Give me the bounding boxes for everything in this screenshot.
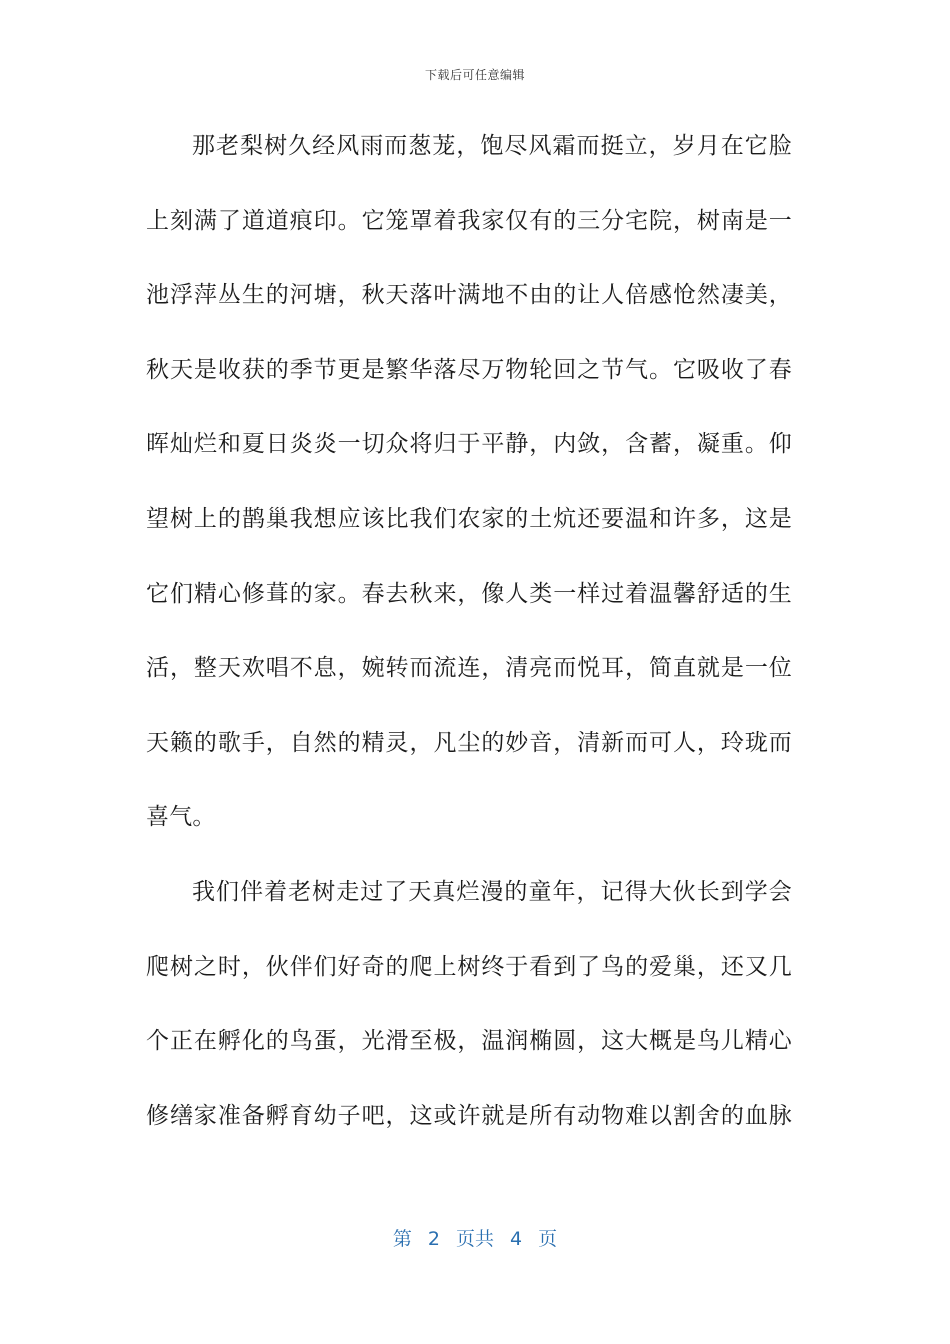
footer-current-page: 2	[427, 1228, 440, 1250]
footer-total-pages: 4	[510, 1228, 523, 1250]
paragraph-1-line-6: 望树上的鹊巢我想应该比我们农家的土炕还要温和许多，这是	[146, 505, 792, 532]
header-note: 下载后可任意编辑	[424, 68, 525, 82]
paragraph-1-line-4: 秋天是收获的季节更是繁华落尽万物轮回之节气。它吸收了春	[146, 356, 792, 383]
paragraph-1-line-10: 喜气。	[146, 804, 216, 831]
paragraph-2-line-3: 个正在孵化的鸟蛋，光滑至极，温润椭圆，这大概是鸟儿精心	[146, 1028, 792, 1055]
footer-suffix: 页	[538, 1228, 558, 1250]
paragraph-1-line-5: 晖灿烂和夏日炎炎一切众将归于平静，内敛，含蓄，凝重。仰	[146, 431, 792, 458]
paragraph-2-line-1: 我们伴着老树走过了天真烂漫的童年，记得大伙长到学会	[192, 878, 792, 905]
footer-prefix: 第	[392, 1228, 412, 1250]
footer-middle: 页共	[455, 1228, 494, 1250]
paragraph-1-line-1: 那老梨树久经风雨而葱茏，饱尽风霜而挺立，岁月在它脸	[192, 133, 792, 159]
paragraph-2-line-2: 爬树之时，伙伴们好奇的爬上树终于看到了鸟的爱巢，还又几	[146, 953, 792, 980]
page-footer	[0, 1224, 950, 1251]
paragraph-1-line-8: 活，整天欢唱不息，婉转而流连，清亮而悦耳，简直就是一位	[146, 655, 792, 682]
paragraph-2-line-4: 修缮家准备孵育幼子吧，这或许就是所有动物难以割舍的血脉	[146, 1102, 792, 1129]
document-body	[146, 109, 792, 1153]
paragraph-1-line-7: 它们精心修葺的家。春去秋来，像人类一样过着温馨舒适的生	[146, 580, 792, 607]
paragraph-1-line-3: 池浮萍丛生的河塘，秋天落叶满地不由的让人倍感怆然凄美，	[146, 282, 792, 309]
paragraph-1-line-2: 上刻满了道道痕印。它笼罩着我家仅有的三分宅院，树南是一	[146, 207, 792, 234]
paragraph-1-line-9: 天籁的歌手，自然的精灵，凡尘的妙音，清新而可人，玲珑而	[146, 729, 792, 756]
